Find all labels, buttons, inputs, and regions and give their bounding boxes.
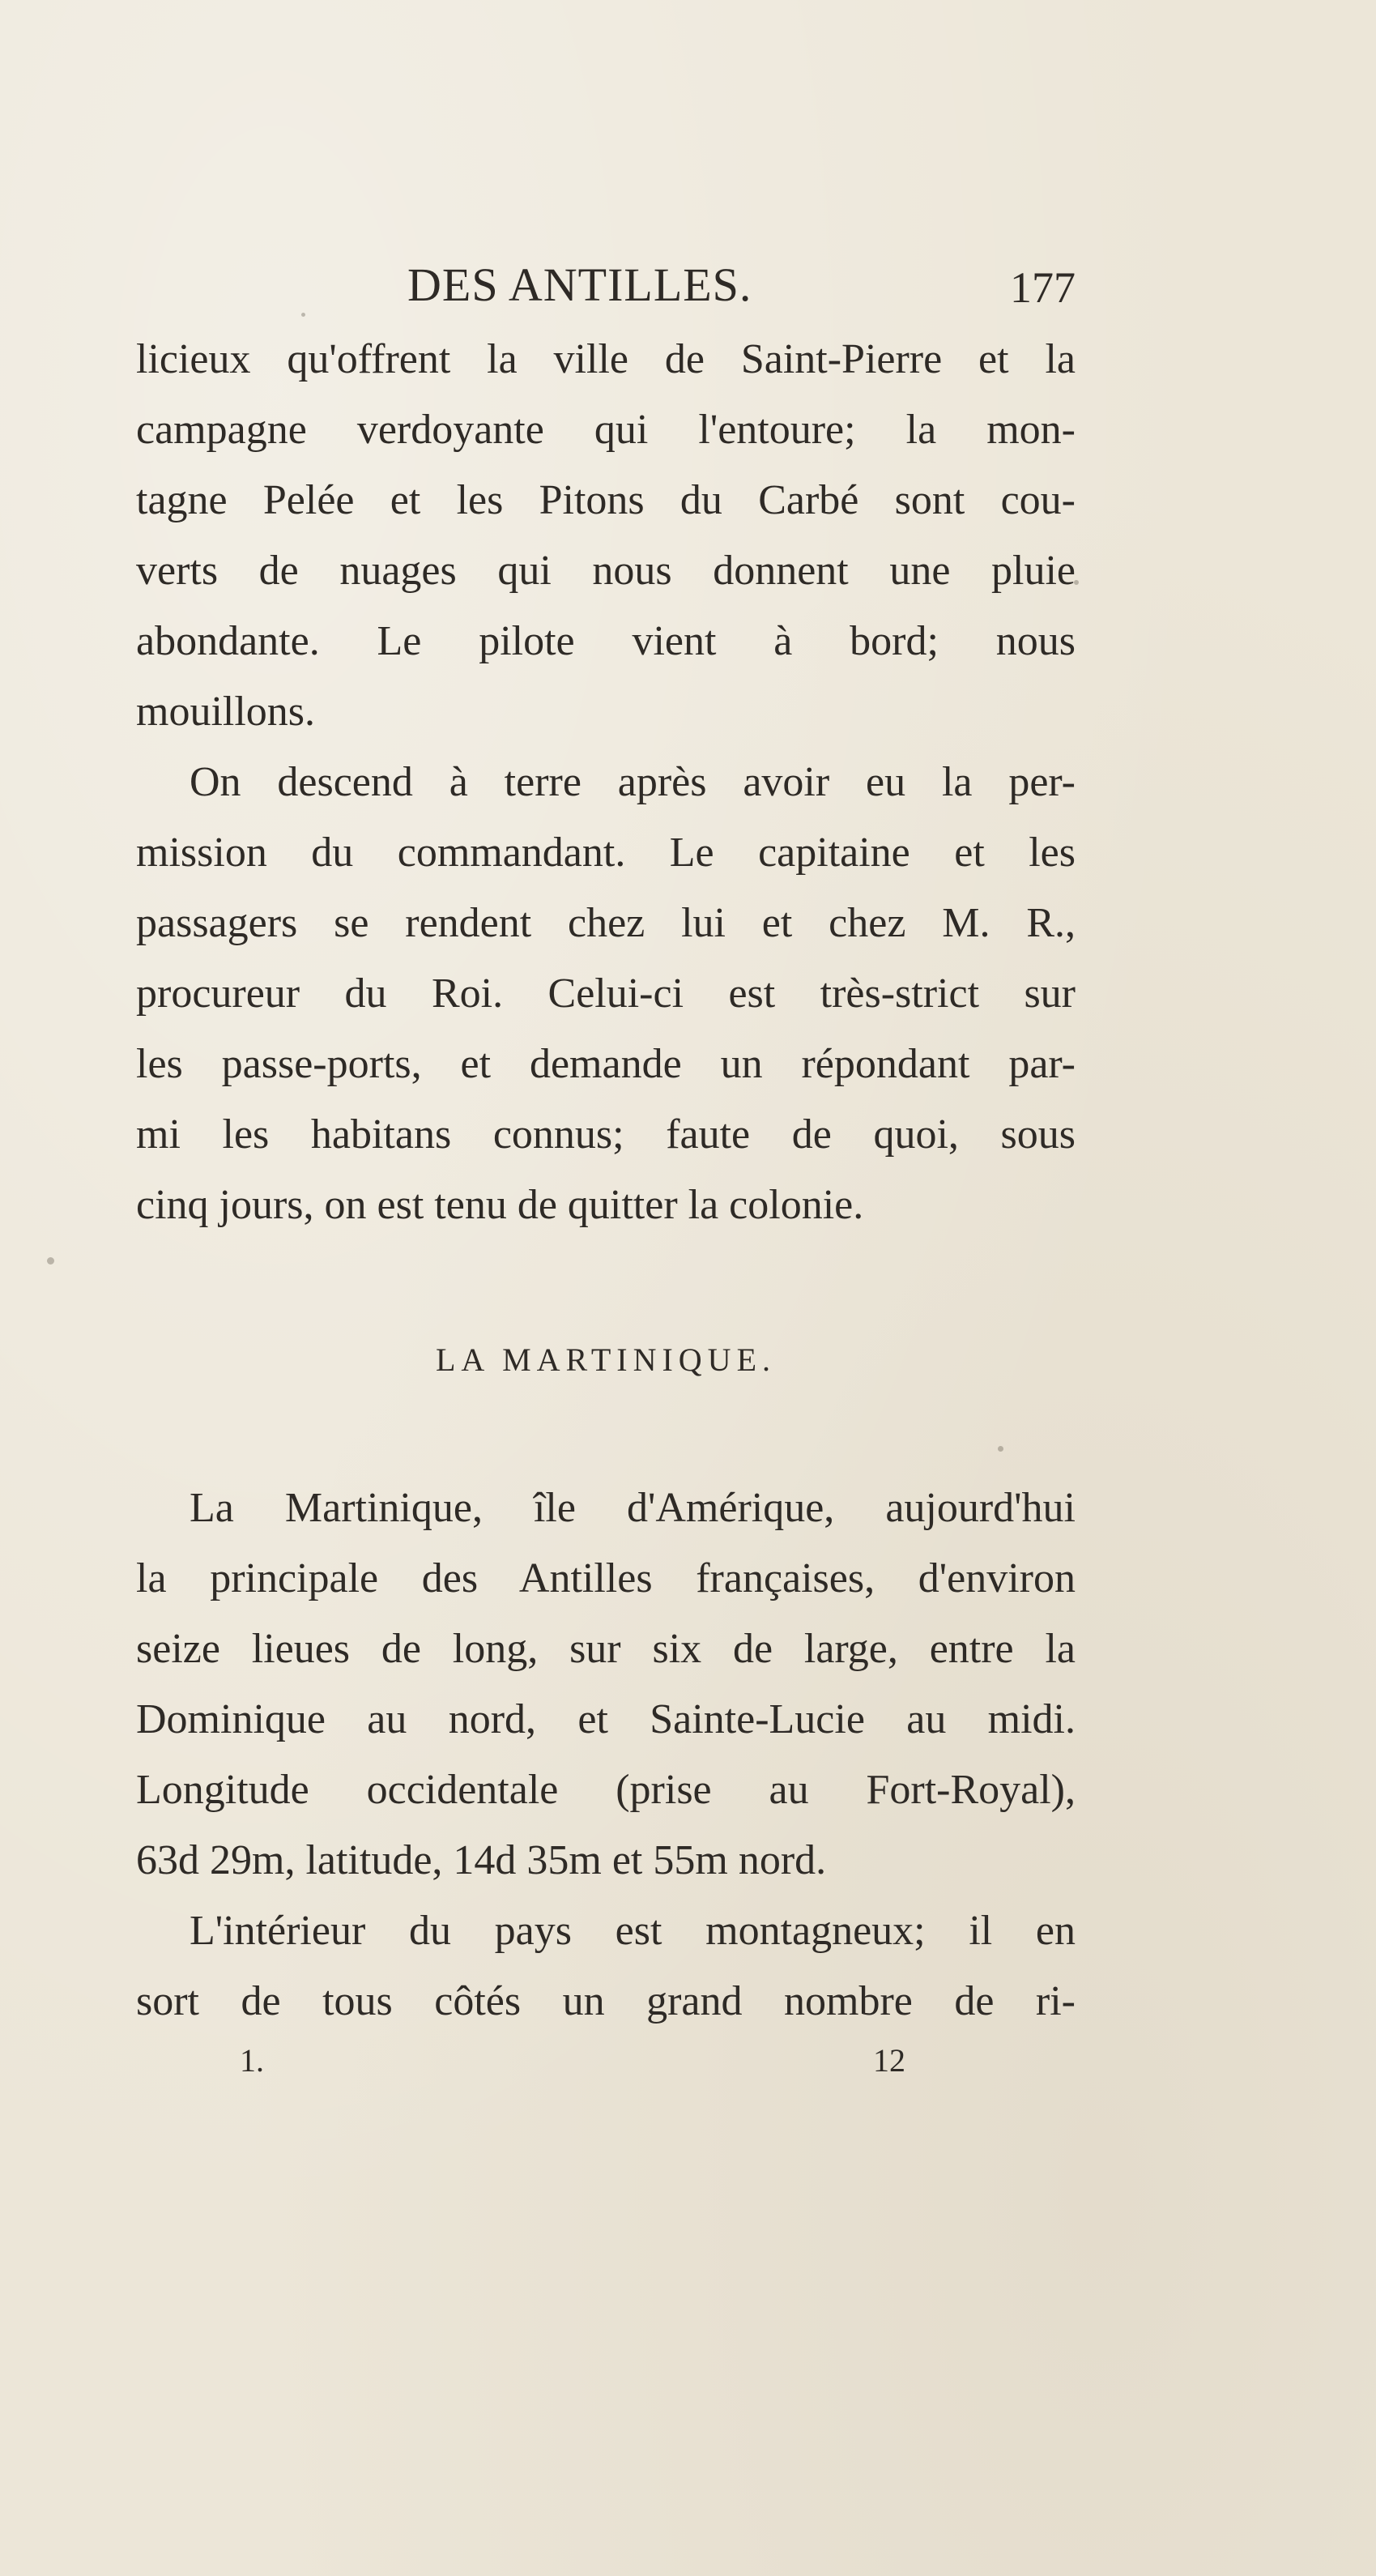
text-line: verts de nuages qui nous donnent une pluie	[136, 548, 1076, 594]
paragraph-continuation	[136, 324, 1076, 747]
text-line: 63d 29m, latitude, 14d 35m et 55m nord.	[136, 1837, 827, 1883]
text-line: mi les habitans connus; faute de quoi, sous	[136, 1111, 1076, 1158]
text-line: tagne Pelée et les Pitons du Carbé sont cou-	[136, 477, 1076, 523]
foxing-spot	[998, 1446, 1003, 1452]
paragraph-disembarking	[136, 747, 1076, 1240]
text-line: mouillons.	[136, 689, 316, 735]
text-line: sort de tous côtés un grand nombre de ri-	[136, 1978, 1076, 2024]
section-heading: LA MARTINIQUE.	[435, 1341, 776, 1378]
text-line: cinq jours, on est tenu de quitter la colonie.	[136, 1182, 864, 1228]
foxing-spot	[1074, 580, 1079, 585]
text-line: Dominique au nord, et Sainte-Lucie au midi.	[136, 1696, 1076, 1742]
running-title: DES ANTILLES.	[407, 258, 752, 311]
foxing-spot	[301, 313, 305, 317]
text-line: seize lieues de long, sur six de large, entre la	[136, 1626, 1076, 1672]
running-head	[136, 258, 1076, 322]
text-line: les passe-ports, et demande un répondant par-	[136, 1041, 1076, 1087]
paragraph-martinique-description	[136, 1473, 1076, 1896]
text-line: On descend à terre après avoir eu la per-	[190, 759, 1076, 805]
text-line: licieux qu'offrent la ville de Saint-Pierre et la	[136, 336, 1076, 382]
text-line: campagne verdoyante qui l'entoure; la mon-	[136, 407, 1076, 453]
text-line: mission du commandant. Le capitaine et les	[136, 830, 1076, 876]
text-line: passagers se rendent chez lui et chez M. R.,	[136, 900, 1076, 946]
text-line: abondante. Le pilote vient à bord; nous	[136, 618, 1076, 664]
page-footer	[136, 2041, 1076, 2090]
text-line: la principale des Antilles françaises, d'environ	[136, 1555, 1076, 1601]
page-number: 177	[1010, 263, 1076, 312]
foxing-spot	[47, 1257, 54, 1265]
text-line: procureur du Roi. Celui-ci est très-strict sur	[136, 970, 1076, 1017]
paragraph-interior	[136, 1896, 1076, 2036]
signature-mark: 1.	[240, 2042, 264, 2079]
text-line: La Martinique, île d'Amérique, aujourd'hui	[190, 1485, 1076, 1531]
text-line: Longitude occidentale (prise au Fort-Royal),	[136, 1767, 1076, 1813]
text-line: L'intérieur du pays est montagneux; il en	[190, 1908, 1076, 1954]
signature-number: 12	[873, 2042, 905, 2079]
